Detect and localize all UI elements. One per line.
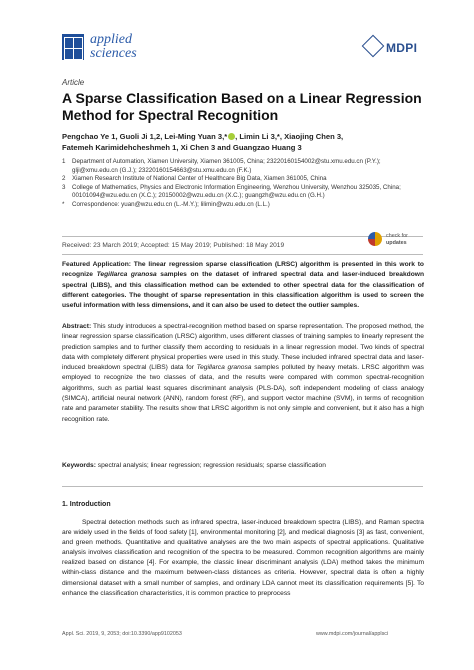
featured-application: [62, 260, 424, 311]
author-list: [62, 132, 422, 153]
abstract-text-before: This study introduces a spectral-recognition method based on sparse representation. The proposed method, the linear regression sparse classification (LRSC) algorithm, uses different classes of training samples to linearly represent the prediction samples and to further classify them according to residuals in a linear regression model. Two kinds of spectral data with completely different physical properties were used in this study. These included infrared spectral data and laser-induced breakdown spectral (LIBS) data for: [62, 323, 424, 372]
keywords: [62, 461, 424, 471]
correspondence-item: [62, 201, 422, 210]
abstract-text-after: samples polluted by heavy metals. LRSC algorithm was employed to recognize the two classes of data, and the results were compared with common spectral-recognition algorithms, such as partial least squares discriminant analysis (PLS-DA), soft independent modeling of class analogy (SIMCA), artificial neural network (ANN), random forest (RF), and support vector machine (SVM), in terms of recognition rate and parameter stability. The results show that LRSC algorithm is not only simple and convenient, but it also has a high recognition rate.: [62, 364, 424, 423]
affiliation-text: College of Mathematics, Physics and Electronic Information Engineering, Wenzhou University, Wenzhou 325035, China; 00101094@wzu.edu.cn (X.C.); 20150002@wzu.edu.cn (X.C.); guangzh@wzu.edu.cn (G.H.): [72, 183, 401, 200]
affiliation-text: Xiamen Research Institute of National Center of Healthcare Big Data, Xiamen 361005, China: [72, 175, 327, 183]
affiliation-item: [62, 175, 422, 184]
article-title: A Sparse Classification Based on a Linear Regression Method for Spectral Recognition: [62, 90, 422, 123]
publication-dates: Received: 23 March 2019; Accepted: 15 May 2019; Published: 18 May 2019: [62, 242, 285, 249]
correspondence-text: Correspondence: yuan@wzu.edu.cn (L.-M.Y.); lilimin@wzu.edu.cn (L.L.): [72, 200, 270, 208]
check-for-updates-button[interactable]: [368, 230, 426, 252]
authors-line2: Fatemeh Karimidehcheshmeh 1, Xi Chen 3 and Guangzao Huang 3: [62, 142, 302, 152]
featured-label: Featured Application:: [62, 261, 131, 268]
affiliation-text: Department of Automation, Xiamen University, Xiamen 361005, China; 23220160154002@stu.xmu.edu.cn (P.Y.); glji@xmu.edu.cn (G.J.); 23220160154663@stu.xmu.edu.cn (F.K.): [72, 158, 381, 174]
intro-paragraph: Spectral detection methods such as infrared spectra, laser-induced breakdown spectra (LIBS), and Raman spectra are widely used in the fields of food safety [1], environmental monitoring [2], and medical diagnosis [3] as fast, convenient, and green methods. Quantitative and qualitative analyses are the two main aspects of spectral applications. Qualitative analysis involves classification and recognition of the spectra to be measured. Common recognition algorithms are mainly realized based on distance [4]. For example, the classic linear discriminant analysis (LDA) method takes the minimum within-class distance and the maximum between-class distances as criteria. However, spectral data is often a highly dimensional dataset with a small number of samples, and ordinary LDA cannot meet its classification requirements [5]. To enhance the classification characteristics, it is common practice to preprocess: [62, 519, 424, 597]
check-updates-icon: [368, 232, 382, 246]
affiliation-number: 3: [62, 183, 66, 191]
authors-line1-tail: , Limin Li 3,*, Xiaojing Chen 3,: [235, 132, 344, 141]
affiliation-item: [62, 158, 422, 175]
journal-url-link[interactable]: www.mdpi.com/journal/applsci: [316, 631, 389, 637]
keywords-text: spectral analysis; linear regression; regression residuals; sparse classification: [95, 462, 326, 469]
journal-logo-icon: [62, 34, 84, 60]
featured-species: Tegillarca granosa: [96, 271, 157, 279]
check-updates-line1: check for: [386, 233, 408, 239]
featured-text-before: The linear regression sparse classification (LRSC) algorithm is presented in this work to recognize: [62, 261, 424, 279]
article-type: Article: [62, 78, 85, 87]
section-heading: 1. Introduction: [62, 501, 111, 508]
authors-line1: Pengchao Ye 1, Guoli Ji 1,2, Lei-Ming Yuan 3,*: [62, 132, 228, 141]
journal-name: [90, 33, 137, 61]
affiliation-item: [62, 184, 422, 201]
keywords-label: Keywords:: [62, 462, 96, 469]
citation-footer: Appl. Sci. 2019, 9, 2053; doi:10.3390/app9102053: [62, 631, 182, 637]
divider: [62, 254, 423, 255]
featured-text-after: samples on the dataset of infrared spectral data and laser-induced breakdown spectral (LIBS), and this classification method can be extended to other spectral data for the classification of different categories. The thought of sparse representation in this classification algorithm is used to screen the useful information with less dimensions, and it can also be used to detect the outlier samples.: [62, 271, 425, 310]
journal-name-line1: applied: [90, 32, 132, 47]
affiliation-number: *: [62, 200, 65, 208]
abstract-label: Abstract:: [62, 323, 92, 330]
journal-name-line2: sciences: [90, 46, 137, 61]
abstract-species: Tegillarca granosa: [196, 364, 252, 372]
affiliation-number: 1: [62, 158, 66, 165]
mdpi-logo-icon: [362, 35, 385, 58]
publisher-logo: [365, 38, 417, 55]
divider: [62, 486, 423, 487]
check-updates-line2: updates: [386, 239, 407, 246]
publisher-name: MDPI: [386, 41, 418, 55]
abstract: [62, 322, 424, 425]
affiliation-number: 2: [62, 175, 66, 183]
affiliations: [62, 158, 422, 210]
